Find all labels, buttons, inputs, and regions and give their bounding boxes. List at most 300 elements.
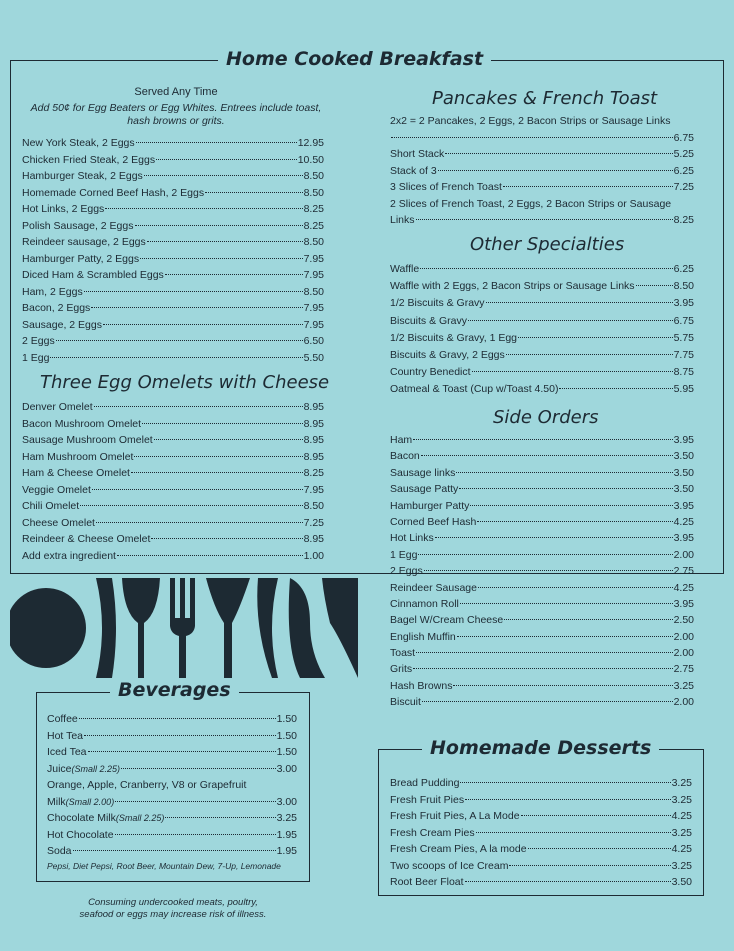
leader-dots: [92, 489, 303, 490]
item-name: Hot Links, 2 Eggs: [22, 203, 105, 215]
beverage-item-juice: [47, 761, 297, 778]
desserts-list: [390, 775, 692, 891]
omelet-item-ham-cheese-omelet: [22, 465, 324, 482]
leader-dots: [205, 192, 302, 193]
item-price: 3.00: [276, 795, 297, 808]
item-name: Sausage links: [390, 466, 456, 479]
specialty-item-1-2-biscuits-gravy-1-egg: [390, 330, 694, 347]
breakfast-item-2-eggs: [22, 333, 324, 350]
item-price: 8.50: [303, 500, 324, 512]
leader-dots: [478, 587, 673, 588]
item-name: 2 Eggs: [22, 335, 55, 347]
toast-combo-price: 8.25: [673, 214, 694, 226]
leader-dots: [453, 685, 672, 686]
leader-dots: [457, 636, 673, 637]
item-price: 8.95: [303, 434, 324, 446]
entree-note-1: Add 50¢ for Egg Beaters or Egg Whites. Entrees include toast,: [30, 102, 322, 114]
item-price: 8.50: [303, 236, 324, 248]
leader-dots: [50, 357, 302, 358]
leader-dots: [131, 472, 303, 473]
leader-dots: [509, 865, 670, 866]
leader-dots: [477, 521, 672, 522]
leader-dots: [470, 505, 672, 506]
item-price: 4.25: [673, 581, 694, 594]
item-price: 7.95: [303, 483, 324, 496]
wine-glass-icon: [122, 578, 160, 678]
leader-dots: [435, 537, 673, 538]
omelet-item-reindeer-cheese-omelet: [22, 531, 324, 548]
breakfast-item-diced-ham-scrambled-eggs: [22, 267, 324, 284]
item-price: 3.95: [673, 434, 694, 446]
specialty-item-1-2-biscuits-gravy: [390, 295, 694, 312]
beverages-bottom: [47, 794, 297, 860]
item-price: 6.50: [303, 335, 324, 347]
leader-dots: [91, 307, 302, 308]
omelet-item-denver-omelet: [22, 399, 324, 416]
item-price: 7.95: [303, 318, 324, 331]
leader-dots: [421, 455, 673, 456]
pancake-item-3-slices-of-french-toast: [390, 179, 694, 196]
leader-dots: [140, 258, 302, 259]
item-name: Reindeer sausage, 2 Eggs: [22, 236, 146, 248]
breakfast-item-hamburger-steak-2-eggs: [22, 168, 324, 185]
side-item-corned-beef-hash: [390, 514, 694, 530]
leader-dots: [115, 834, 276, 835]
milk-options-line: Orange, Apple, Cranberry, V8 or Grapefruit: [47, 779, 247, 791]
spoon-icon: [289, 578, 325, 678]
omelet-item-bacon-mushroom-omelet: [22, 416, 324, 433]
warning-line-1: Consuming undercooked meats, poultry,: [88, 897, 258, 908]
leader-dots: [521, 815, 671, 816]
item-name: Reindeer & Cheese Omelet: [22, 533, 151, 545]
item-price: 3.95: [673, 297, 694, 310]
item-name: Toast: [390, 647, 416, 660]
item-price: 3.00: [276, 762, 297, 775]
item-name: Ham, 2 Eggs: [22, 285, 83, 298]
leader-dots: [559, 388, 672, 389]
omelet-item-cheese-omelet: [22, 515, 324, 532]
leader-dots: [121, 768, 276, 769]
leader-dots: [135, 225, 303, 226]
leader-dots: [465, 881, 671, 882]
knife-icon: [257, 578, 278, 678]
item-price: 7.95: [303, 252, 324, 265]
plate-icon: [10, 588, 86, 668]
item-price: 6.75: [673, 314, 694, 327]
leader-dots: [456, 472, 672, 473]
item-name: Chicken Fried Steak, 2 Eggs: [22, 153, 156, 166]
leader-dots: [518, 337, 673, 338]
item-size-note: (Small 2.25): [115, 813, 165, 823]
omelet-item-veggie-omelet: [22, 482, 324, 499]
leader-dots: [438, 170, 673, 171]
item-price: 8.50: [303, 170, 324, 182]
item-price: 8.25: [303, 219, 324, 232]
item-price: 2.00: [673, 630, 694, 643]
item-name: Fresh Fruit Pies: [390, 793, 465, 806]
item-price: 8.25: [303, 203, 324, 215]
item-name: Add extra ingredient: [22, 549, 116, 562]
leader-dots: [84, 291, 303, 292]
leader-dots: [94, 406, 303, 407]
omelet-item-add-extra-ingredient: [22, 548, 324, 565]
breakfast-item-1-egg: [22, 350, 324, 367]
leader-dots: [460, 603, 673, 604]
leader-dots: [151, 538, 302, 539]
leader-dots: [105, 208, 302, 209]
item-price: 6.25: [673, 263, 694, 275]
leader-dots: [144, 175, 303, 176]
item-size-note: (Small 2.00): [65, 796, 115, 807]
item-price: 3.25: [671, 859, 692, 872]
leader-dots: [80, 505, 302, 506]
leader-dots: [96, 522, 303, 523]
item-name: Cinnamon Roll: [390, 597, 459, 610]
item-name: Waffle: [390, 263, 420, 275]
item-price: 7.25: [303, 516, 324, 529]
leader-dots: [424, 570, 673, 571]
item-price: 8.50: [303, 285, 324, 298]
leader-dots: [413, 439, 672, 440]
leader-dots: [416, 652, 672, 653]
item-price: 7.75: [673, 348, 694, 361]
combo-line: 2x2 = 2 Pancakes, 2 Eggs, 2 Bacon Strips or Sausage Links: [390, 115, 671, 127]
leader-dots: [134, 456, 302, 457]
item-name: Reindeer Sausage: [390, 581, 477, 594]
item-name: Sausage Patty: [390, 483, 459, 496]
leader-dots: [506, 354, 673, 355]
item-name: Cheese Omelet: [22, 516, 95, 529]
leader-dots: [115, 801, 275, 802]
item-name: 3 Slices of French Toast: [390, 181, 502, 193]
leader-dots: [156, 159, 297, 160]
specialties-list: [390, 261, 694, 399]
item-name: Diced Ham & Scrambled Eggs: [22, 269, 164, 281]
leader-dots: [460, 782, 670, 783]
item-price: 3.50: [671, 876, 692, 888]
breakfast-item-sausage-2-eggs: [22, 317, 324, 334]
item-name: Bread Pudding: [390, 777, 460, 789]
breakfast-list: [22, 135, 324, 366]
pancake-item-short-stack: [390, 146, 694, 163]
item-price: 5.75: [673, 331, 694, 344]
fork-icon: [170, 578, 195, 678]
omelet-item-chili-omelet: [22, 498, 324, 515]
item-price: 7.25: [673, 181, 694, 193]
leader-dots: [465, 799, 670, 800]
breakfast-title: Home Cooked Breakfast: [218, 48, 491, 70]
leader-dots: [504, 619, 672, 620]
item-name: 2 Eggs: [390, 565, 423, 578]
side-item-biscuit: [390, 694, 694, 710]
toast-combo-row: [390, 212, 694, 229]
item-name: Soda: [47, 845, 72, 857]
leader-dots: [165, 274, 303, 275]
sides-title: Side Orders: [493, 407, 599, 428]
item-name: Ham: [390, 434, 413, 446]
side-item-bagel-w-cream-cheese: [390, 612, 694, 628]
side-item-hash-browns: [390, 678, 694, 694]
item-price: 3.50: [673, 483, 694, 496]
item-price: 4.25: [673, 515, 694, 528]
goblet-icon: [206, 578, 250, 678]
item-price: 3.95: [673, 499, 694, 512]
item-name: Bagel W/Cream Cheese: [390, 614, 504, 627]
item-name: Oatmeal & Toast (Cup w/Toast 4.50): [390, 383, 559, 396]
item-name: Hot Chocolate: [47, 828, 114, 841]
dessert-item-two-scoops-of-ice-cream: [390, 858, 692, 875]
sides-list: [390, 432, 694, 711]
item-name: Bacon: [390, 450, 420, 463]
pancake-item-stack-of-3: [390, 163, 694, 180]
breakfast-item-homemade-corned-beef-hash-2-eggs: [22, 185, 324, 202]
beverage-item-soda: [47, 843, 297, 860]
served-any-time: Served Any Time: [134, 86, 218, 98]
item-name: Country Benedict: [390, 366, 471, 379]
item-price: 8.25: [303, 467, 324, 479]
breakfast-item-hamburger-patty-2-eggs: [22, 251, 324, 268]
item-price: 10.50: [297, 153, 324, 166]
breakfast-item-new-york-steak-2-eggs: [22, 135, 324, 152]
item-price: 2.75: [673, 565, 694, 578]
leader-dots: [468, 320, 673, 321]
item-name: Sausage Mushroom Omelet: [22, 434, 153, 446]
item-name: Biscuits & Gravy: [390, 314, 468, 327]
item-name: Ham & Cheese Omelet: [22, 467, 130, 479]
item-name: Corned Beef Hash: [390, 515, 477, 528]
leader-dots: [486, 302, 673, 303]
leader-dots: [103, 324, 303, 325]
leader-dots: [56, 340, 303, 341]
item-price: 5.25: [673, 148, 694, 160]
side-item-reindeer-sausage: [390, 580, 694, 596]
leader-dots: [422, 701, 673, 702]
item-name: Hot Tea: [47, 729, 83, 742]
item-price: 1.50: [276, 713, 297, 725]
item-price: 8.75: [673, 366, 694, 379]
dessert-item-fresh-fruit-pies: [390, 792, 692, 809]
combo-row: [390, 130, 694, 147]
specialty-item-oatmeal-toast-cup-w-toast-4-50: [390, 381, 694, 398]
side-item-2-eggs: [390, 563, 694, 579]
item-price: 12.95: [297, 137, 324, 149]
leader-dots: [79, 718, 276, 719]
item-name: Root Beer Float: [390, 876, 464, 888]
leader-dots: [84, 735, 276, 736]
item-name: 1/2 Biscuits & Gravy, 1 Egg: [390, 331, 518, 344]
item-price: 6.25: [673, 164, 694, 177]
item-name: Hot Links: [390, 532, 434, 545]
item-price: 3.25: [276, 812, 297, 824]
item-price: 2.00: [673, 696, 694, 709]
item-name: Veggie Omelet: [22, 483, 91, 496]
dessert-item-root-beer-float: [390, 874, 692, 891]
item-price: 8.95: [303, 401, 324, 413]
item-price: 3.95: [673, 597, 694, 610]
specialties-title: Other Specialties: [470, 234, 625, 255]
item-name: Denver Omelet: [22, 401, 93, 413]
item-name: Milk: [47, 795, 66, 808]
leader-dots: [476, 832, 671, 833]
item-price: 7.95: [303, 269, 324, 281]
leader-dots: [154, 439, 303, 440]
item-name: Hash Browns: [390, 679, 453, 692]
leader-dots: [472, 371, 673, 372]
toast-combo-line: 2 Slices of French Toast, 2 Eggs, 2 Bacon Strips or Sausage: [390, 197, 672, 210]
leader-dots: [503, 186, 673, 187]
breakfast-item-ham-2-eggs: [22, 284, 324, 301]
item-price: 2.00: [673, 647, 694, 660]
item-price: 3.25: [671, 793, 692, 806]
leader-dots: [117, 555, 303, 556]
item-price: 3.50: [673, 466, 694, 479]
item-price: 3.50: [673, 450, 694, 463]
specialty-item-biscuits-gravy: [390, 313, 694, 330]
item-price: 8.95: [303, 533, 324, 545]
item-name: Fresh Fruit Pies, A La Mode: [390, 810, 520, 822]
item-name: New York Steak, 2 Eggs: [22, 137, 135, 149]
side-item-bacon: [390, 448, 694, 464]
dessert-item-fresh-fruit-pies-a-la-mode: [390, 808, 692, 825]
beverage-item-hot-tea: [47, 728, 297, 745]
desserts-title: Homemade Desserts: [422, 737, 659, 759]
specialty-item-country-benedict: [390, 364, 694, 381]
item-price: 4.25: [671, 810, 692, 822]
side-item-hamburger-patty: [390, 498, 694, 514]
item-name: Polish Sausage, 2 Eggs: [22, 219, 134, 232]
side-item-toast: [390, 645, 694, 661]
item-name: Ham Mushroom Omelet: [22, 450, 134, 463]
omelet-item-ham-mushroom-omelet: [22, 449, 324, 466]
item-price: 8.50: [303, 186, 324, 199]
breakfast-item-polish-sausage-2-eggs: [22, 218, 324, 235]
side-item-cinnamon-roll: [390, 596, 694, 612]
omelet-item-sausage-mushroom-omelet: [22, 432, 324, 449]
side-item-sausage-patty: [390, 481, 694, 497]
item-name: Grits: [390, 663, 413, 676]
side-item-english-muffin: [390, 629, 694, 645]
leader-dots: [420, 268, 672, 269]
leader-dots: [88, 751, 276, 752]
leader-dots: [528, 848, 671, 849]
item-price: 3.25: [673, 679, 694, 692]
leader-dots: [413, 668, 672, 669]
breakfast-item-chicken-fried-steak-2-eggs: [22, 152, 324, 169]
item-price: 1.95: [276, 828, 297, 841]
item-name: English Muffin: [390, 630, 456, 643]
breakfast-item-reindeer-sausage-2-eggs: [22, 234, 324, 251]
side-item-hot-links: [390, 530, 694, 546]
glass-icon: [96, 578, 116, 678]
toast-combo-cont: Links: [390, 214, 415, 226]
beverage-item-chocolate-milk: [47, 810, 297, 827]
item-name: Bacon, 2 Eggs: [22, 302, 91, 314]
item-name: Hamburger Patty, 2 Eggs: [22, 252, 140, 265]
utensils-graphic: [10, 578, 360, 678]
soda-note: Pepsi, Diet Pepsi, Root Beer, Mountain Dew, 7-Up, Lemonade: [47, 860, 281, 871]
bottle-icon: [322, 578, 358, 678]
item-name: Hamburger Steak, 2 Eggs: [22, 170, 143, 182]
leader-dots: [165, 817, 275, 818]
item-name: Fresh Cream Pies, A la mode: [390, 843, 527, 855]
item-name: Short Stack: [390, 148, 445, 160]
item-price: 8.50: [673, 280, 694, 293]
item-name: Stack of 3: [390, 164, 437, 177]
health-warning: [40, 897, 306, 921]
item-price: 3.25: [671, 826, 692, 839]
item-name: Juice: [47, 762, 72, 775]
item-price: 7.95: [303, 302, 324, 314]
side-item-ham: [390, 432, 694, 448]
item-name: Coffee: [47, 713, 78, 725]
leader-dots: [391, 137, 673, 138]
leader-dots: [445, 153, 672, 154]
item-name: Fresh Cream Pies: [390, 826, 475, 839]
combo-price: 6.75: [673, 131, 694, 144]
leader-dots: [459, 488, 672, 489]
omelet-list: [22, 399, 324, 564]
item-name: Two scoops of Ice Cream: [390, 859, 509, 872]
item-name: Waffle with 2 Eggs, 2 Bacon Strips or Sausage Links: [390, 280, 635, 293]
item-price: 3.95: [673, 532, 694, 545]
side-item-sausage-links: [390, 465, 694, 481]
item-name: 1/2 Biscuits & Gravy: [390, 297, 485, 310]
item-name: Chocolate Milk: [47, 812, 116, 824]
specialty-item-biscuits-gravy-2-eggs: [390, 347, 694, 364]
item-price: 2.00: [673, 548, 694, 561]
item-name: Bacon Mushroom Omelet: [22, 417, 142, 430]
breakfast-item-hot-links-2-eggs: [22, 201, 324, 218]
item-price: 4.25: [671, 843, 692, 855]
item-price: 3.25: [671, 777, 692, 789]
warning-line-2: seafood or eggs may increase risk of illness.: [79, 909, 267, 920]
pancake-items: [390, 146, 694, 196]
dessert-item-fresh-cream-pies: [390, 825, 692, 842]
breakfast-note: [18, 86, 334, 128]
item-name: Biscuits & Gravy, 2 Eggs: [390, 348, 505, 361]
item-name: 1 Egg: [390, 548, 418, 561]
beverage-item-iced-tea: [47, 744, 297, 761]
leader-dots: [73, 850, 276, 851]
item-name: Biscuit: [390, 696, 421, 709]
breakfast-item-bacon-2-eggs: [22, 300, 324, 317]
item-name: Homemade Corned Beef Hash, 2 Eggs: [22, 186, 205, 199]
beverages-list: [47, 711, 297, 872]
entree-note-2: hash browns or grits.: [127, 115, 225, 127]
leader-dots: [418, 554, 672, 555]
beverage-item-hot-chocolate: [47, 827, 297, 844]
omelets-title: Three Egg Omelets with Cheese: [40, 372, 330, 393]
dessert-item-fresh-cream-pies-a-la-mode: [390, 841, 692, 858]
beverage-item-milk: [47, 794, 297, 811]
specialty-item-waffle: [390, 261, 694, 278]
item-price: 1.95: [276, 845, 297, 857]
item-name: Iced Tea: [47, 746, 87, 758]
side-item-grits: [390, 661, 694, 677]
beverage-item-coffee: [47, 711, 297, 728]
pancake-list: [390, 113, 694, 229]
item-price: 1.50: [276, 729, 297, 742]
item-price: 8.95: [303, 450, 324, 463]
item-price: 8.95: [303, 417, 324, 430]
item-price: 5.50: [303, 351, 324, 364]
beverages-title: Beverages: [110, 679, 239, 701]
leader-dots: [136, 142, 297, 143]
beverages-top: [47, 711, 297, 777]
item-name: Sausage, 2 Eggs: [22, 318, 102, 331]
item-price: 1.00: [303, 549, 324, 562]
item-price: 2.50: [673, 614, 694, 627]
